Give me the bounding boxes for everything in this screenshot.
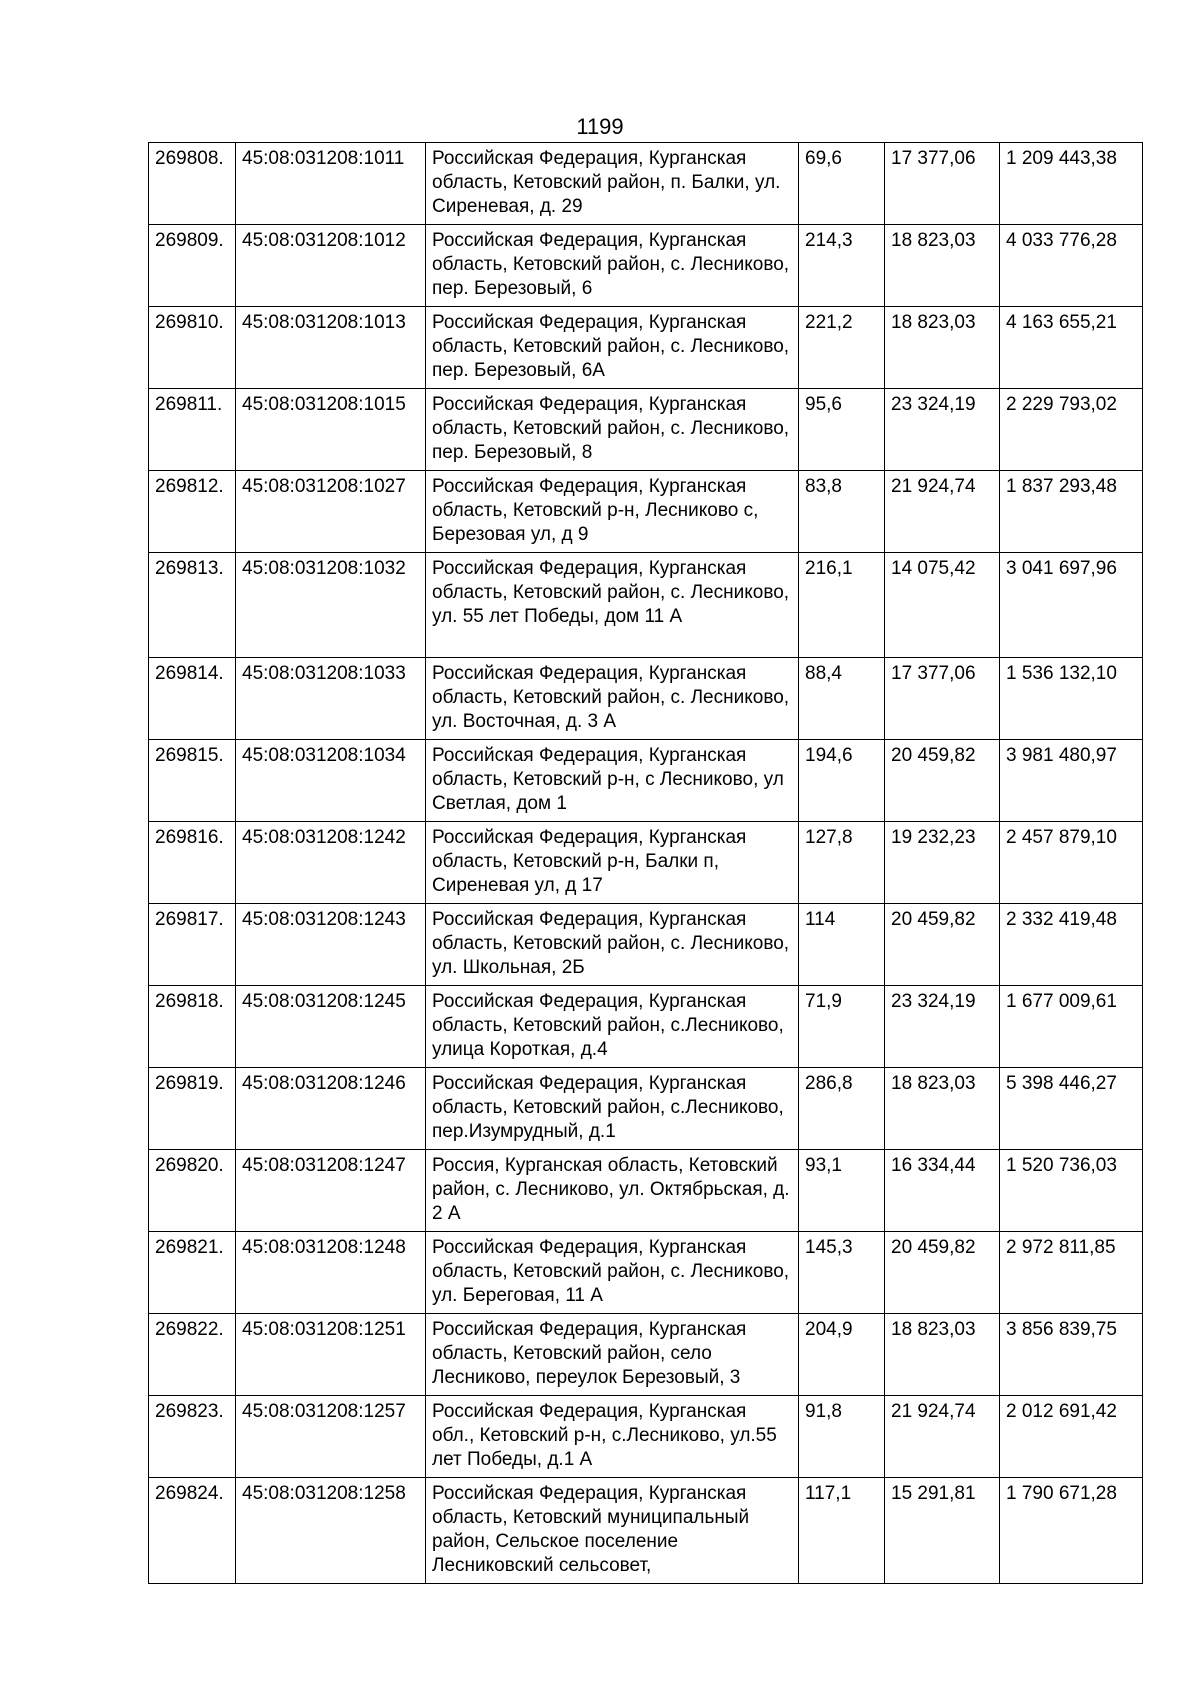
row-number-cell: 269822. (149, 1314, 236, 1396)
area-cell: 286,8 (799, 1068, 885, 1150)
address-cell: Российская Федерация, Курганская область, Кетовский р-н, с Лесниково, ул Светлая, дом 1 (426, 740, 799, 822)
cadastral-number-cell: 45:08:031208:1032 (236, 553, 426, 658)
specific-value-cell: 21 924,74 (885, 1396, 1000, 1478)
specific-value-cell: 18 823,03 (885, 225, 1000, 307)
table-row (149, 225, 1143, 307)
row-number-cell: 269821. (149, 1232, 236, 1314)
area-cell: 117,1 (799, 1478, 885, 1584)
specific-value-cell: 17 377,06 (885, 143, 1000, 225)
cadastral-value-table (148, 142, 1143, 1584)
cadastral-number-cell: 45:08:031208:1242 (236, 822, 426, 904)
cadastral-value-cell: 1 790 671,28 (1000, 1478, 1143, 1584)
address-cell: Российская Федерация, Курганская область, Кетовский район, с. Лесниково, пер. Березовый, 6А (426, 307, 799, 389)
row-number-cell: 269810. (149, 307, 236, 389)
address-cell: Российская Федерация, Курганская область, Кетовский р-н, Лесниково с, Березовая ул, д 9 (426, 471, 799, 553)
address-cell: Российская Федерация, Курганская область, Кетовский район, с. Лесниково, пер. Березовый, 6 (426, 225, 799, 307)
address-cell: Российская Федерация, Курганская область, Кетовский район, с. Лесниково, пер. Березовый, 8 (426, 389, 799, 471)
cadastral-value-cell: 4 033 776,28 (1000, 225, 1143, 307)
row-number-cell: 269815. (149, 740, 236, 822)
area-cell: 127,8 (799, 822, 885, 904)
specific-value-cell: 20 459,82 (885, 904, 1000, 986)
row-number-cell: 269814. (149, 658, 236, 740)
specific-value-cell: 21 924,74 (885, 471, 1000, 553)
table-row (149, 658, 1143, 740)
cadastral-number-cell: 45:08:031208:1248 (236, 1232, 426, 1314)
specific-value-cell: 18 823,03 (885, 1068, 1000, 1150)
area-cell: 88,4 (799, 658, 885, 740)
table-row (149, 1068, 1143, 1150)
address-cell: Российская Федерация, Курганская область, Кетовский муниципальный район, Сельское поселение Лесниковский сельсовет, (426, 1478, 799, 1584)
table-row (149, 389, 1143, 471)
specific-value-cell: 19 232,23 (885, 822, 1000, 904)
row-number-cell: 269824. (149, 1478, 236, 1584)
cadastral-number-cell: 45:08:031208:1013 (236, 307, 426, 389)
table-body (149, 143, 1143, 1584)
table-row (149, 1396, 1143, 1478)
cadastral-number-cell: 45:08:031208:1034 (236, 740, 426, 822)
table-row (149, 1232, 1143, 1314)
cadastral-value-cell: 2 229 793,02 (1000, 389, 1143, 471)
cadastral-number-cell: 45:08:031208:1012 (236, 225, 426, 307)
table-row (149, 1150, 1143, 1232)
cadastral-number-cell: 45:08:031208:1258 (236, 1478, 426, 1584)
cadastral-number-cell: 45:08:031208:1033 (236, 658, 426, 740)
page-number: 1199 (576, 114, 624, 139)
table-row (149, 307, 1143, 389)
cadastral-value-cell: 5 398 446,27 (1000, 1068, 1143, 1150)
table-row (149, 143, 1143, 225)
table-row (149, 1314, 1143, 1396)
cadastral-value-cell: 1 209 443,38 (1000, 143, 1143, 225)
row-number-cell: 269816. (149, 822, 236, 904)
address-cell: Российская Федерация, Курганская область, Кетовский район, с.Лесниково, улица Короткая, д.4 (426, 986, 799, 1068)
cadastral-number-cell: 45:08:031208:1027 (236, 471, 426, 553)
row-number-cell: 269823. (149, 1396, 236, 1478)
area-cell: 83,8 (799, 471, 885, 553)
table-row (149, 740, 1143, 822)
cadastral-value-cell: 2 972 811,85 (1000, 1232, 1143, 1314)
specific-value-cell: 18 823,03 (885, 1314, 1000, 1396)
cadastral-number-cell: 45:08:031208:1247 (236, 1150, 426, 1232)
area-cell: 69,6 (799, 143, 885, 225)
row-number-cell: 269818. (149, 986, 236, 1068)
address-cell: Российская Федерация, Курганская область, Кетовский р-н, Балки п, Сиреневая ул, д 17 (426, 822, 799, 904)
area-cell: 214,3 (799, 225, 885, 307)
area-cell: 145,3 (799, 1232, 885, 1314)
address-cell: Российская Федерация, Курганская область, Кетовский район, с.Лесниково, пер.Изумрудный, д.1 (426, 1068, 799, 1150)
cadastral-value-cell: 2 332 419,48 (1000, 904, 1143, 986)
cadastral-value-cell: 3 856 839,75 (1000, 1314, 1143, 1396)
table-row (149, 1478, 1143, 1584)
cadastral-value-cell: 1 520 736,03 (1000, 1150, 1143, 1232)
specific-value-cell: 20 459,82 (885, 740, 1000, 822)
row-number-cell: 269809. (149, 225, 236, 307)
area-cell: 71,9 (799, 986, 885, 1068)
row-number-cell: 269812. (149, 471, 236, 553)
cadastral-number-cell: 45:08:031208:1251 (236, 1314, 426, 1396)
address-cell: Российская Федерация, Курганская область, Кетовский район, село Лесниково, переулок Березовый, 3 (426, 1314, 799, 1396)
cadastral-number-cell: 45:08:031208:1011 (236, 143, 426, 225)
row-number-cell: 269811. (149, 389, 236, 471)
specific-value-cell: 23 324,19 (885, 986, 1000, 1068)
address-cell: Российская Федерация, Курганская область, Кетовский район, с. Лесниково, ул. 55 лет Победы, дом 11 А (426, 553, 799, 658)
cadastral-number-cell: 45:08:031208:1245 (236, 986, 426, 1068)
area-cell: 216,1 (799, 553, 885, 658)
cadastral-value-cell: 2 012 691,42 (1000, 1396, 1143, 1478)
area-cell: 221,2 (799, 307, 885, 389)
cadastral-number-cell: 45:08:031208:1246 (236, 1068, 426, 1150)
cadastral-value-cell: 1 536 132,10 (1000, 658, 1143, 740)
address-cell: Российская Федерация, Курганская область, Кетовский район, с. Лесниково, ул. Школьная, 2Б (426, 904, 799, 986)
area-cell: 114 (799, 904, 885, 986)
specific-value-cell: 18 823,03 (885, 307, 1000, 389)
cadastral-value-cell: 3 041 697,96 (1000, 553, 1143, 658)
cadastral-value-cell: 1 677 009,61 (1000, 986, 1143, 1068)
specific-value-cell: 14 075,42 (885, 553, 1000, 658)
address-cell: Российская Федерация, Курганская область, Кетовский район, с. Лесниково, ул. Береговая, 11 А (426, 1232, 799, 1314)
area-cell: 95,6 (799, 389, 885, 471)
address-cell: Российская Федерация, Курганская область, Кетовский район, п. Балки, ул. Сиреневая, д. 29 (426, 143, 799, 225)
row-number-cell: 269808. (149, 143, 236, 225)
address-cell: Российская Федерация, Курганская обл., Кетовский р-н, с.Лесниково, ул.55 лет Победы, д.1 А (426, 1396, 799, 1478)
cadastral-value-cell: 1 837 293,48 (1000, 471, 1143, 553)
cadastral-value-cell: 3 981 480,97 (1000, 740, 1143, 822)
table-row (149, 822, 1143, 904)
row-number-cell: 269820. (149, 1150, 236, 1232)
cadastral-number-cell: 45:08:031208:1015 (236, 389, 426, 471)
specific-value-cell: 15 291,81 (885, 1478, 1000, 1584)
address-cell: Российская Федерация, Курганская область, Кетовский район, с. Лесниково, ул. Восточная, д. 3 А (426, 658, 799, 740)
specific-value-cell: 16 334,44 (885, 1150, 1000, 1232)
row-number-cell: 269813. (149, 553, 236, 658)
table-row (149, 986, 1143, 1068)
table-row (149, 553, 1143, 658)
specific-value-cell: 17 377,06 (885, 658, 1000, 740)
cadastral-value-cell: 4 163 655,21 (1000, 307, 1143, 389)
specific-value-cell: 20 459,82 (885, 1232, 1000, 1314)
table-row (149, 904, 1143, 986)
specific-value-cell: 23 324,19 (885, 389, 1000, 471)
cadastral-number-cell: 45:08:031208:1257 (236, 1396, 426, 1478)
table-row (149, 471, 1143, 553)
area-cell: 91,8 (799, 1396, 885, 1478)
row-number-cell: 269817. (149, 904, 236, 986)
address-cell: Россия, Курганская область, Кетовский район, с. Лесниково, ул. Октябрьская, д. 2 А (426, 1150, 799, 1232)
row-number-cell: 269819. (149, 1068, 236, 1150)
cadastral-number-cell: 45:08:031208:1243 (236, 904, 426, 986)
area-cell: 93,1 (799, 1150, 885, 1232)
cadastral-value-cell: 2 457 879,10 (1000, 822, 1143, 904)
area-cell: 194,6 (799, 740, 885, 822)
area-cell: 204,9 (799, 1314, 885, 1396)
